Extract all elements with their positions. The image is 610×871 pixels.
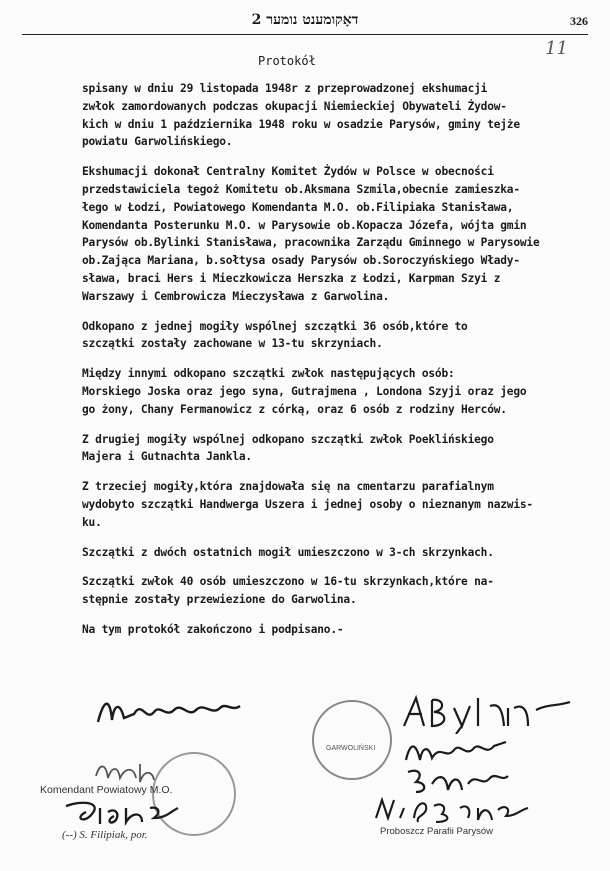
document-paragraph [82, 163, 588, 305]
document-line: Majera i Gutnachta Jankla. [82, 450, 252, 464]
document-line: wydobyto szczątki Handwerga Uszera i jednej osoby o nieznanym nazwis- [82, 497, 533, 511]
document-line: Z trzeciej mogiły,która znajdowała się na cmentarzu parafialnym [82, 480, 494, 494]
caption-komendant: Komendant Powiatowy M.O. [40, 784, 173, 796]
document-paragraph [82, 621, 588, 639]
document-line: zwłok zamordowanych podczas okupacji Niemieckiej Obywateli Żydow- [82, 99, 507, 113]
document-paragraph [82, 478, 588, 531]
signature-filipiak [62, 798, 182, 828]
document-line: stępnie zostały przewiezione do Garwolina. [82, 593, 357, 607]
document-line: Ekshumacji dokonał Centralny Komitet Żydów w Polsce w obecności [82, 165, 494, 179]
handwritten-page-mark: 11 [545, 38, 568, 59]
signature-zajac [402, 764, 512, 796]
document-line: go żony, Chany Fermanowicz z córką, oraz 6 osób z rodziny Herców. [82, 402, 507, 416]
document-line: przedstawiciela tegoż Komitetu ob.Aksmana Szmila,obecnie zamieszka- [82, 182, 520, 196]
signature-proboszcz [370, 794, 540, 826]
document-line: szczątki zostały zachowane w 13-tu skrzyniach. [82, 337, 383, 351]
signature-upper-left [90, 756, 160, 786]
document-line: kich w dniu 1 października 1948 roku w osadzie Parysów, gminy tejże [82, 117, 520, 131]
document-line: Między innymi odkopano szczątki zwłok następujących osób: [82, 367, 455, 381]
signature-kopacz [402, 734, 512, 768]
document-line: ob.Zająca Mariana, b.sołtysa osady Parysów ob.Soroczyńskiego Włady- [82, 254, 520, 268]
document-body [82, 80, 588, 651]
header-rule [22, 34, 588, 35]
document-paragraph [82, 544, 588, 562]
signature-aksman [94, 692, 244, 732]
document-line: Szczątki z dwóch ostatnich mogił umieszczono w 3-ch skrzynkach. [82, 545, 494, 559]
caption-filipiak: (--) S. Filipiak, por. [62, 829, 148, 841]
page-header-title: דאָקומענט נומער 2 [251, 12, 359, 28]
document-line: spisany w dniu 29 listopada 1948r z przeprowadzonej ekshumacji [82, 82, 488, 95]
document-line: sława, braci Hers i Mieczkowicza Herszka z Łodzi, Karpman Szyi z [82, 271, 501, 285]
document-line: Odkopano z jednej mogiły wspólnej szczątki 36 osób,które to [82, 319, 468, 333]
document-paragraph [82, 431, 588, 467]
page-number: 326 [570, 14, 588, 28]
document-line: Szczątki zwłok 40 osób umieszczono w 16-tu skrzynkach,które na- [82, 575, 494, 589]
stamp-text: GARWOLIŃSKI [326, 745, 376, 752]
document-line: ku. [82, 515, 102, 529]
document-paragraph [82, 80, 588, 151]
document-paragraph [82, 573, 588, 609]
document-title: Protokół [258, 54, 316, 68]
document-line: Z drugiej mogiły wspólnej odkopano szczątki zwłok Poeklińskiego [82, 432, 494, 446]
document-line: Komendanta Posterunku M.O. w Parysowie ob.Kopacza Józefa, wójta gmin [82, 218, 527, 232]
document-line: Warszawy i Cembrowicza Mieczysława z Garwolina. [82, 289, 390, 303]
document-line: łego w Łodzi, Powiatowego Komendanta M.O. ob.Filipiaka Stanisława, [82, 200, 514, 214]
document-line: powiatu Garwolińskiego. [82, 135, 233, 149]
document-paragraph [82, 318, 588, 354]
document-line: Na tym protokół zakończono i podpisano.- [82, 622, 344, 636]
signature-bylinka [398, 692, 578, 734]
document-line: Parysów ob.Bylinki Stanisława, pracownika Zarządu Gminnego w Parysowie [82, 236, 540, 250]
round-stamp-right [312, 700, 392, 780]
document-paragraph [82, 365, 588, 418]
document-line: Morskiego Joska oraz jego syna, Gutrajmena , Londona Szyji oraz jego [82, 384, 527, 398]
caption-proboszcz: Proboszcz Parafii Parysów [380, 826, 493, 837]
